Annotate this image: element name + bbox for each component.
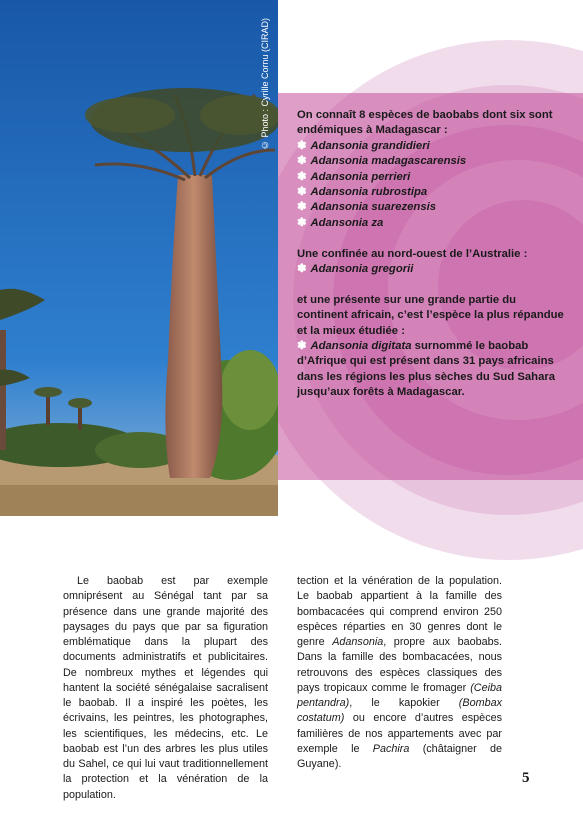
- africa-intro: et une présente sur une grande partie du continent africain, c’est l’espèce la plus répandue et la mieux étudiée :: [297, 293, 564, 337]
- species-item: ✽ Adansonia rubrostipa: [297, 186, 428, 199]
- baobab-photo: [0, 0, 278, 516]
- species-item: ✽ Adansonia za: [297, 216, 384, 229]
- flower-bullet-icon: ✽: [297, 170, 307, 183]
- africa-description: ✽ Adansonia digitata surnommé le baobab d’Afrique qui est présent dans 31 pays africains dans les régions les plus sèches du Sud Sahara jusqu’aux forêts à Madagascar.: [297, 340, 556, 399]
- body-paragraph: Le baobab est par exemple omniprésent au Sénégal tant par sa présence dans une grande majorité des paysages du pays que par sa figuration emblématique dans la plupart des documents administratifs et publicitaires. De nombreux mythes et légendes qui hantent la société sénégalaise sacralisent le baobab. Il a inspiré les poètes, les écrivains, les peintres, les photographes, les scientifiques, les médecins, etc. Le baobab est l’un des arbres les plus utiles du Sahel, ce qui lui vaut traditionnellement la protection et la vénération de la population.: [63, 575, 268, 801]
- flower-bullet-icon: ✽: [297, 139, 307, 152]
- body-column-right: [297, 574, 502, 772]
- flower-bullet-icon: ✽: [297, 263, 307, 276]
- flower-bullet-icon: ✽: [297, 155, 307, 168]
- africa-species: Adansonia digitata: [310, 340, 412, 353]
- australia-intro: Une confinée au nord-ouest de l’Australie :: [297, 247, 528, 260]
- species-item: ✽ Adansonia gregorii: [297, 263, 414, 276]
- species-item: ✽ Adansonia grandidieri: [297, 139, 430, 152]
- box-intro: On connaît 8 espèces de baobabs dont six sont endémiques à Madagascar :: [297, 109, 553, 137]
- species-box: [297, 108, 567, 401]
- body-paragraph: tection et la vénération de la population. Le baobab appartient à la famille des bombacacées qui comprend environ 250 espèces réparties en 30 genres dont le genre Adansonia, propre aux baobabs. Dans la famille des bombacacées, nous retrouvons des espèces classiques des pays tropicaux comme le fromager (Ceiba pentandra), le kapokier (Bombax costatum) ou encore d’autres espèces familières de nos appartements avec par exemple le Pachira (châtaigner de Guyane).: [297, 575, 503, 770]
- flower-bullet-icon: ✽: [297, 340, 307, 353]
- baobab-photo-image: [0, 0, 278, 516]
- species-item: ✽ Adansonia madagascarensis: [297, 155, 467, 168]
- flower-bullet-icon: ✽: [297, 201, 307, 214]
- flower-bullet-icon: ✽: [297, 216, 307, 229]
- page-number: 5: [522, 770, 530, 786]
- species-item: ✽ Adansonia suarezensis: [297, 201, 437, 214]
- flower-bullet-icon: ✽: [297, 186, 307, 199]
- species-item: ✽ Adansonia perrieri: [297, 170, 411, 183]
- body-column-left: [63, 574, 268, 803]
- photo-credit: © Photo : Cyrille Cornu (CIRAD): [260, 17, 270, 150]
